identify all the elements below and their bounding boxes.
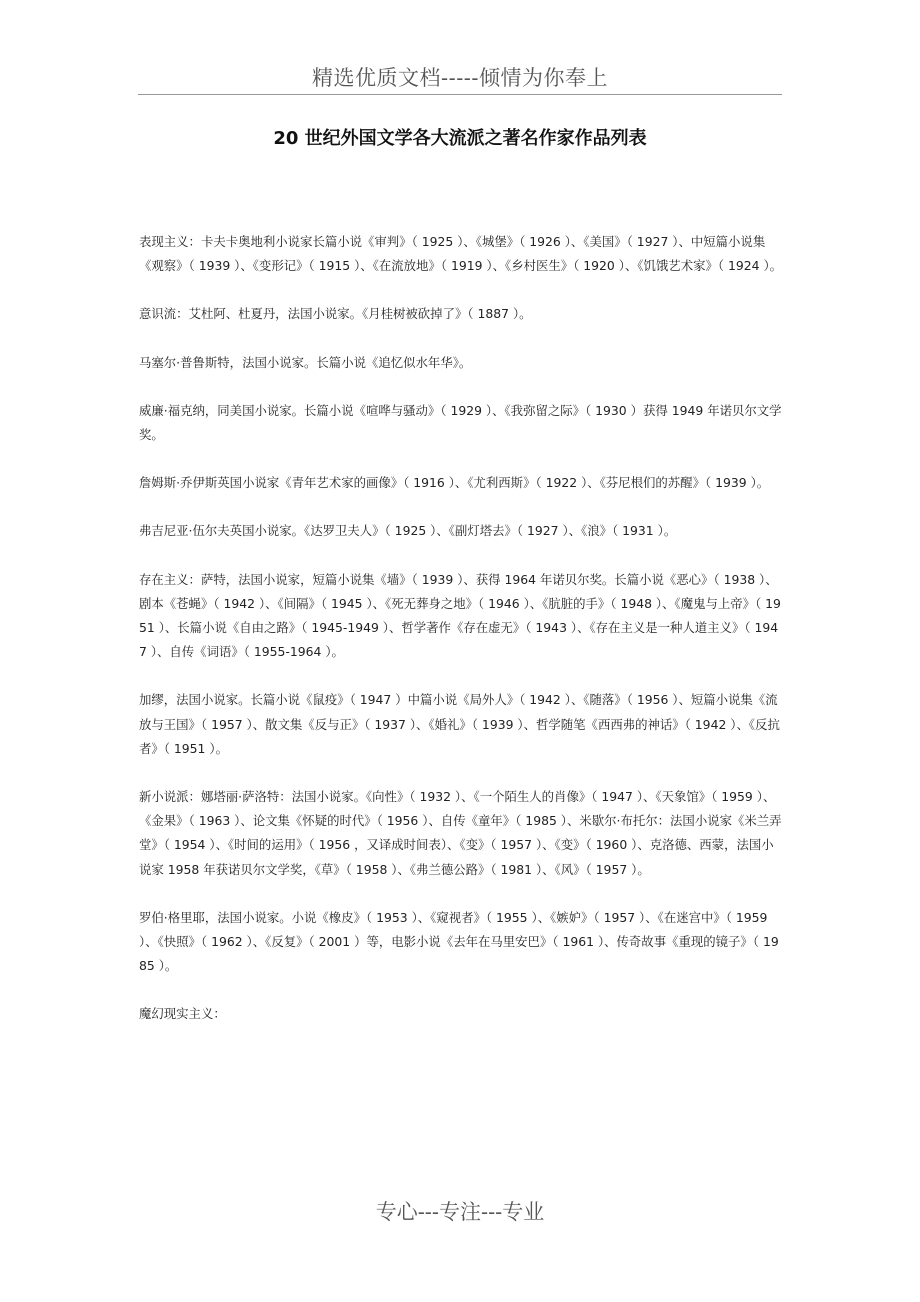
paragraph-existentialism-sartre: 存在主义：萨特，法国小说家，短篇小说集《墙》（ 1939 ）、获得 1964 年诺贝尔奖。长篇小说《恶心》（ 1938 ）、剧本《苍蝇》（ 1942 ）、《间隔》（ 1945 ）、《死无葬身之地》（ 1946 ）、《肮脏的手》（ 1948 ）、《魔鬼与上帝》（ 1951 ）、长篇小说《自由之路》（ 1945-1949 ）、哲学著作《存在虚无》（ 1943 ）、《存在主义是一种人道主义》（ 1947 ）、自传《词语》（ 1955-1964 ）。 [139,571,781,660]
paragraph-stream-of-consciousness: 意识流：艾杜阿、杜夏丹，法国小说家。《月桂树被砍掉了》（ 1887 ）。 [139,306,532,322]
paragraph-expressionism: 表现主义：卡夫卡奥地利小说家长篇小说《审判》（ 1925 ）、《城堡》（ 1926 ）、《美国》（ 1927 ）、中短篇小说集《观察》（ 1939 ）、《变形记》（ 1915 ）、《在流放地》（ 1919 ）、《乡村医生》（ 1920 ）、《饥饿艺术家》（ 1924 ）。 [139,234,783,274]
paragraph-proust: 马塞尔·普鲁斯特，法国小说家。长篇小说《追忆似水年华》。 [139,354,472,370]
paragraph-woolf: 弗吉尼亚·伍尔夫英国小说家。《达罗卫夫人》（ 1925 ）、《副灯塔去》（ 1927 ）、《浪》（ 1931 ）。 [139,523,677,539]
page-footer: 专心---专注---专业 [375,1200,545,1224]
paragraph-camus: 加缪，法国小说家。长篇小说《鼠疫》（ 1947 ）中篇小说《局外人》（ 1942 ）、《随落》（ 1956 ）、短篇小说集《流放与王国》（ 1957 ）、散文集《反与正》（ 1937 ）、《婚礼》（ 1939 ）、哲学随笔《西西弗的神话》（ 1942 ）、《反抗者》（ 1951 ）。 [139,692,780,756]
header-divider [138,94,782,95]
paragraph-nouveau-roman: 新小说派：娜塔丽·萨洛特：法国小说家。《向性》（ 1932 ）、《一个陌生人的肖像》（ 1947 ）、《天象馆》（ 1959 ）、《金果》（ 1963 ）、论文集《怀疑的时代》（ 1956 ）、自传《童年》（ 1985 ）、米歇尔·布托尔：法国小说家《米兰弄堂》（ 1954 ）、《时间的运用》（ 1956 ，又译成时间表）、《变》（ 1957 ）、《变》（ 1960 ）、克洛德、西蒙，法国小说家 1958 年获诺贝尔文学奖，《草》（ 1958 ）、《弗兰德公路》（ 1981 ）、《风》（ 1957 ）。 [139,789,782,877]
document-body [139,230,783,1051]
paragraph-faulkner: 威廉·福克纳，同美国小说家。长篇小说《喧哗与骚动》（ 1929 ）、《我弥留之际》（ 1930 ）获得 1949 年诺贝尔文学奖。 [139,402,782,443]
document-title: 20 世纪外国文学各大流派之著名作家作品列表 [273,128,647,149]
page-header: 精选优质文档-----倾情为你奉上 [312,66,608,90]
paragraph-robbe-grillet: 罗伯·格里耶，法国小说家。小说《橡皮》（ 1953 ）、《窥视者》（ 1955 ）、《嫉妒》（ 1957 ）、《在迷宫中》（ 1959 ）、《快照》（ 1962 ）、《反复》（ 2001 ）等，电影小说《去年在马里安巴》（ 1961 ）、传奇故事《重现的镜子》（ 1985 ）。 [139,909,779,974]
paragraph-magic-realism: 魔幻现实主义： [139,1006,226,1022]
paragraph-joyce: 詹姆斯·乔伊斯英国小说家《青年艺术家的画像》（ 1916 ）、《尤利西斯》（ 1922 ）、《芬尼根们的苏醒》（ 1939 ）。 [139,475,770,491]
